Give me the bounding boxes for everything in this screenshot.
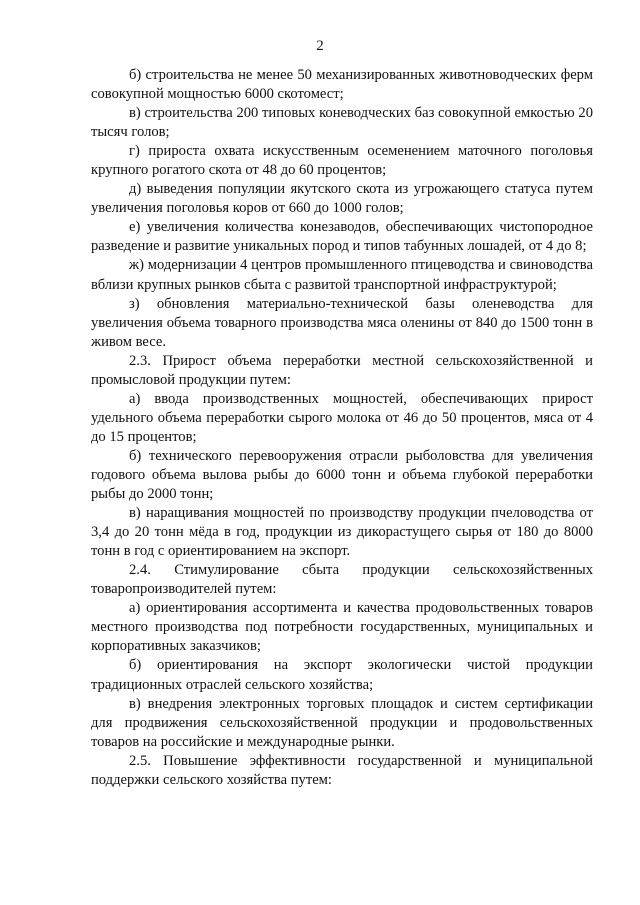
paragraph: а) ориентирования ассортимента и качества продовольственных товаров местного производства под потребности государственных, муниципальных и корпоративных заказчиков; [91,600,593,655]
paragraph: б) ориентирования на экспорт экологически чистой продукции традиционных отраслей сельского хозяйства; [91,657,593,693]
section-heading: 2.3. Прирост объема переработки местной сельскохозяйственной и промысловой продукции путем: [91,352,593,388]
paragraph: б) технического перевооружения отрасли рыболовства для увеличения годового объема вылова рыбы до 6000 тонн и объема глубокой переработки рыбы до 2000 тонн; [91,447,593,503]
paragraph: в) строительства 200 типовых коневодческих баз совокупной емкостью 20 тысяч голов; [91,105,593,141]
document-body [91,66,593,790]
paragraph: ж) модернизации 4 центров промышленного птицеводства и свиноводства вблизи крупных рынков сбыта с развитой транспортной инфраструктурой; [91,257,593,293]
paragraph: а) ввода производственных мощностей, обеспечивающих прирост удельного объема переработки сырого молока от 46 до 50 процентов, мяса от 4 до 15 процентов; [91,390,593,445]
section-heading: 2.4. Стимулирование сбыта продукции сельскохозяйственных товаропроизводителей путем: [91,562,593,598]
paragraph: е) увеличения количества конезаводов, обеспечивающих чистопородное разведение и развитие уникальных пород и типов табунных лошадей, от 4 до 8; [91,219,593,255]
paragraph: д) выведения популяции якутского скота из угрожающего статуса путем увеличения поголовья коров от 660 до 1000 голов; [91,181,593,217]
paragraph: з) обновления материально-технической базы оленеводства для увеличения объема товарного производства мяса оленины от 840 до 1500 тонн в живом весе. [91,295,593,350]
paragraph: в) наращивания мощностей по производству продукции пчеловодства от 3,4 до 20 тонн мёда в год, продукции из дикорастущего сырья от 180 до 8000 тонн в год с ориентированием на экспорт. [91,505,593,560]
paragraph: в) внедрения электронных торговых площадок и систем сертификации для продвижения сельскохозяйственной продукции и продовольственных товаров на российские и международные рынки. [91,695,593,750]
paragraph: б) строительства не менее 50 механизированных животноводческих ферм совокупной мощностью 6000 скотомест; [91,67,593,103]
page-number: 2 [316,38,324,54]
paragraph: г) прироста охвата искусственным осеменением маточного поголовья крупного рогатого скота от 48 до 60 процентов; [91,143,593,179]
section-heading: 2.5. Повышение эффективности государственной и муниципальной поддержки сельского хозяйства путем: [91,752,593,788]
